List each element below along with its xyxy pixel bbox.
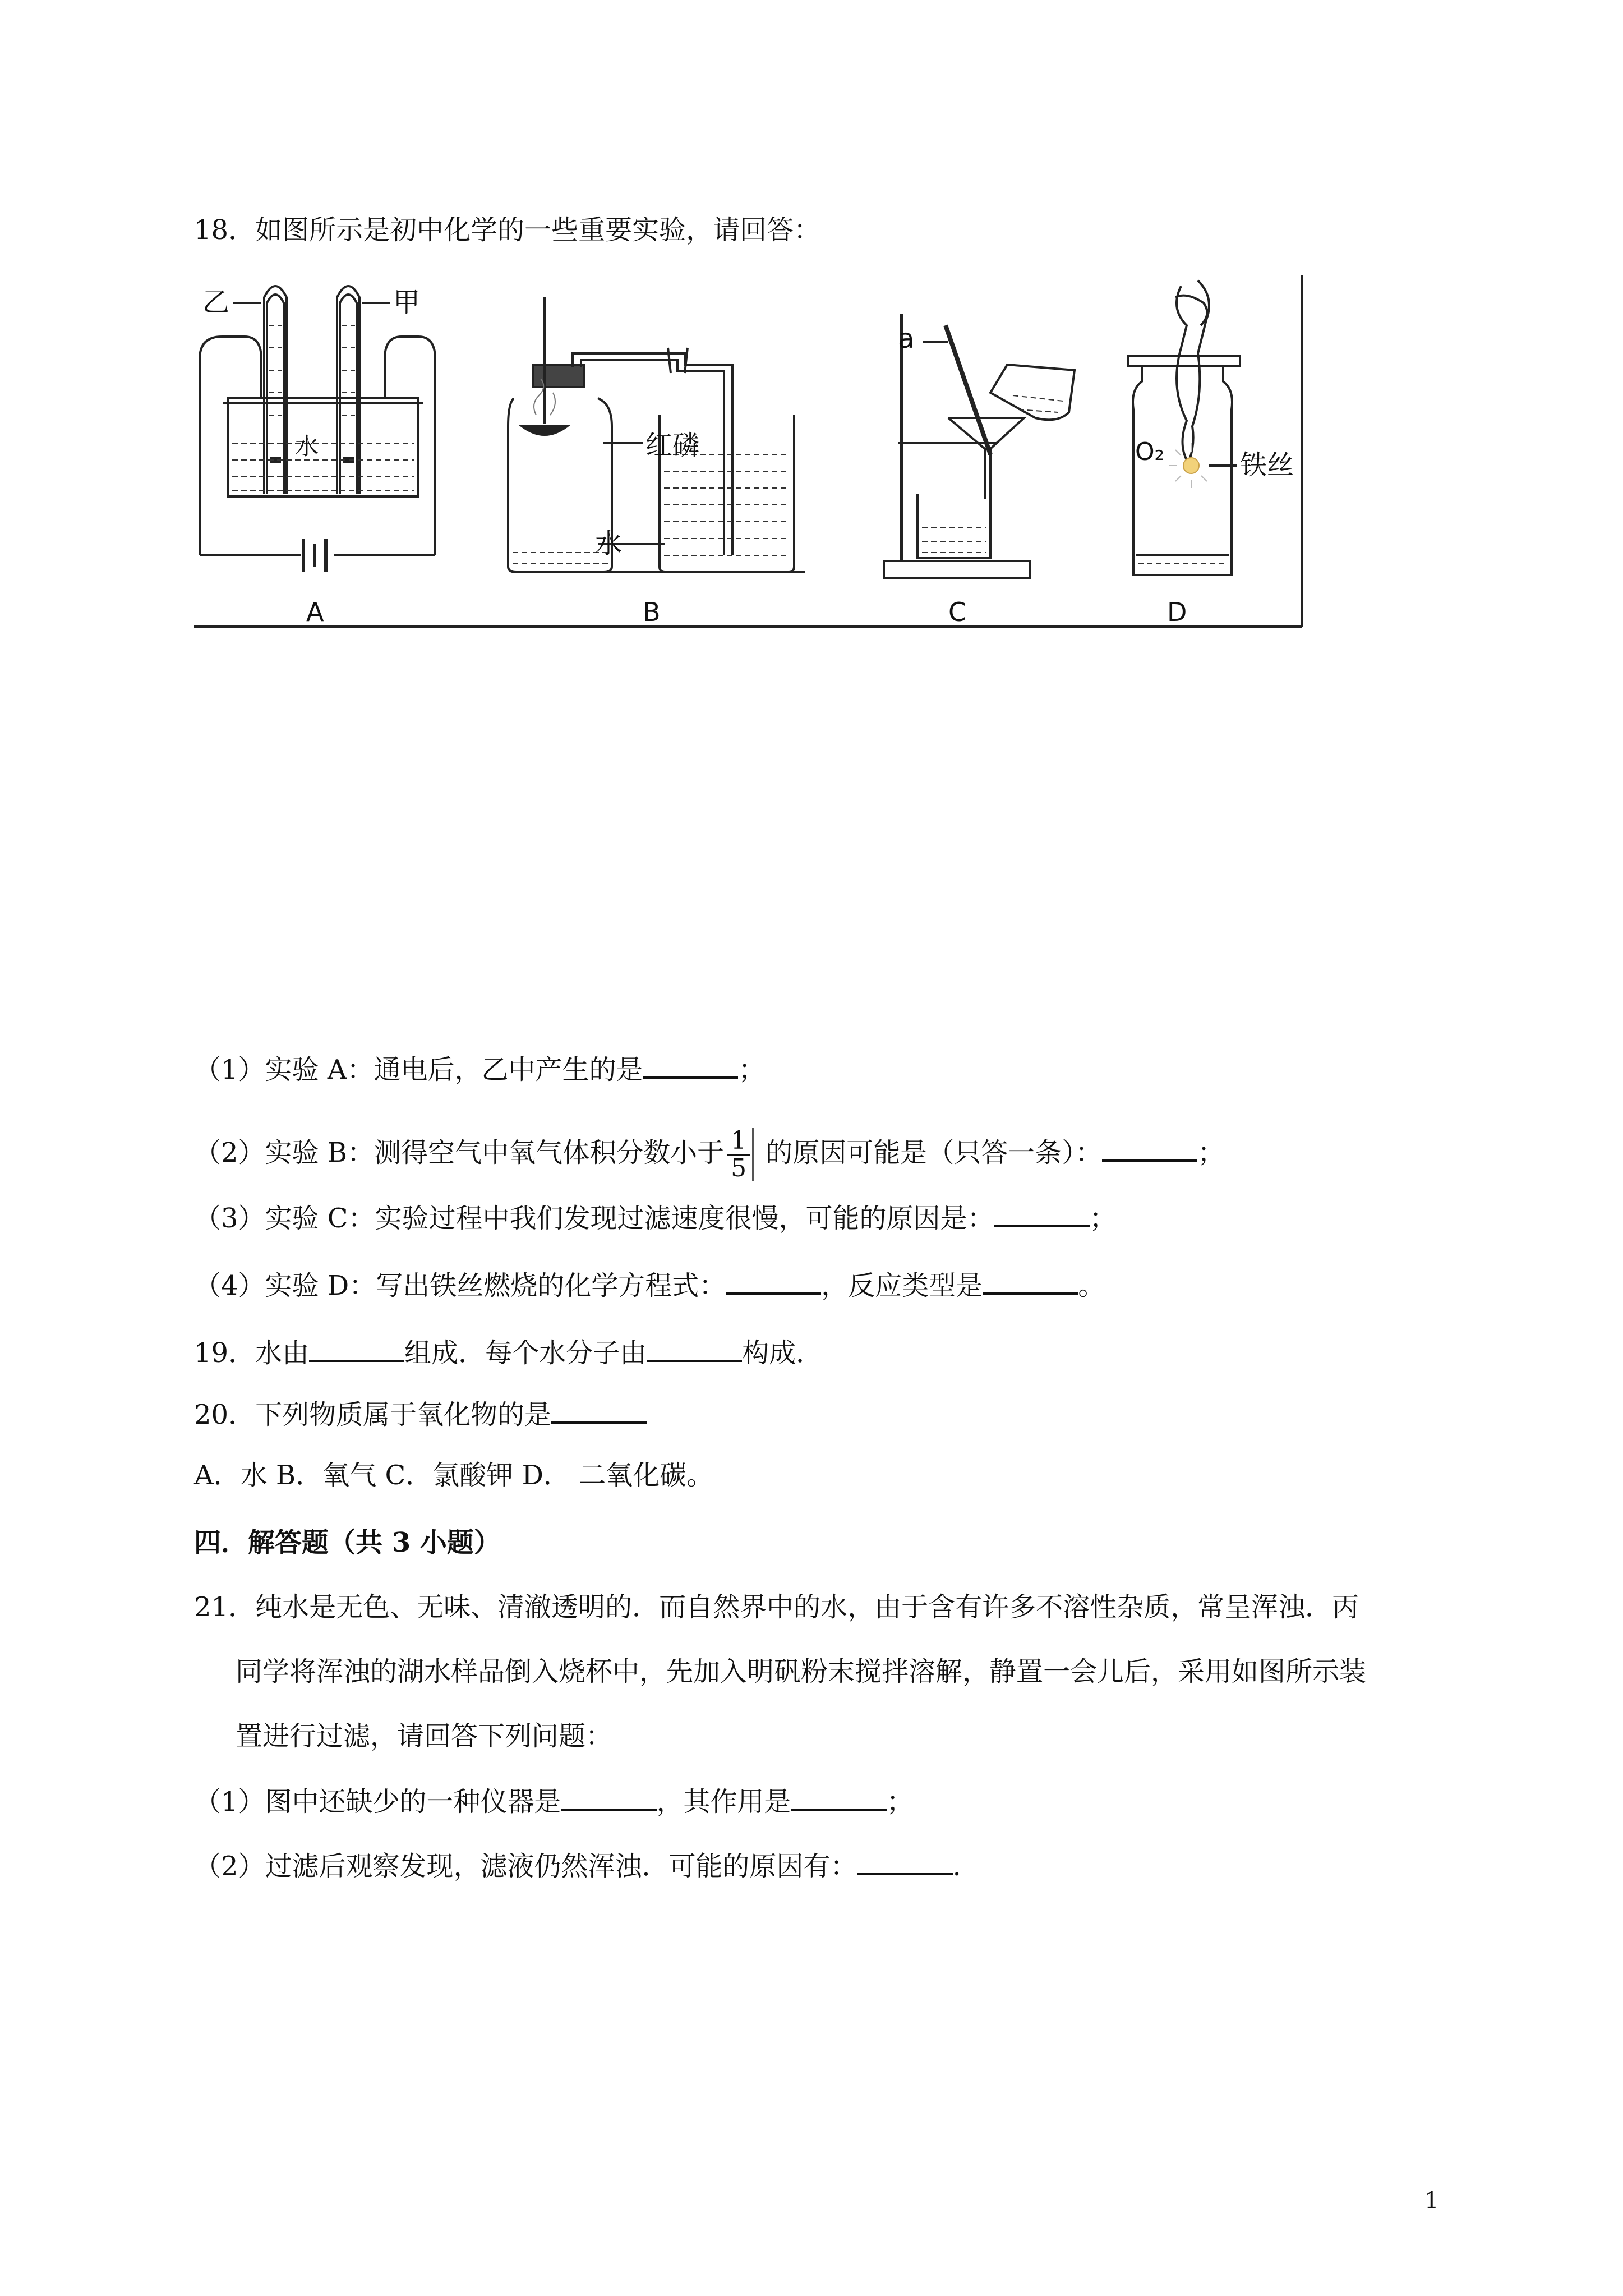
label-red-phosphorus: 红磷 bbox=[645, 430, 700, 461]
q18-intro: 18．如图所示是初中化学的一些重要实验，请回答： bbox=[194, 214, 821, 246]
label-a: a bbox=[898, 323, 915, 355]
label-yi: 乙 bbox=[202, 287, 230, 318]
q21-sub2: （2）过滤后观察发现，滤液仍然浑浊．可能的原因有： . bbox=[194, 1848, 961, 1883]
fraction-one-fifth: $\frac{1}{5}$ bbox=[727, 1128, 754, 1181]
label-o2: O₂ bbox=[1135, 438, 1165, 466]
caption-a: A bbox=[306, 597, 324, 627]
q20: 20．下列物质属于氧化物的是 bbox=[194, 1397, 647, 1432]
experiment-figure bbox=[194, 275, 1304, 634]
answer-blank[interactable] bbox=[726, 1268, 821, 1295]
q21-line3: 置进行过滤，请回答下列问题： bbox=[236, 1720, 613, 1752]
q18-sub4: （4）实验 D：写出铁丝燃烧的化学方程式： ，反应类型是 。 bbox=[194, 1268, 1105, 1303]
answer-blank[interactable] bbox=[857, 1848, 953, 1875]
q19: 19．水由 组成．每个水分子由 构成． bbox=[194, 1335, 823, 1370]
answer-blank[interactable] bbox=[647, 1335, 742, 1362]
experiment-diagram bbox=[194, 275, 1304, 634]
caption-b: B bbox=[643, 597, 661, 627]
caption-c: C bbox=[948, 597, 967, 627]
label-iron-wire: 铁丝 bbox=[1240, 449, 1294, 481]
caption-d: D bbox=[1167, 597, 1187, 627]
page-number: 1 bbox=[1424, 2188, 1439, 2214]
answer-blank[interactable] bbox=[994, 1200, 1090, 1227]
q21-line1: 21．纯水是无色、无味、清澈透明的．而自然界中的水，由于含有许多不溶性杂质，常呈浑浊．丙 bbox=[194, 1591, 1359, 1623]
label-water-a: 水 bbox=[295, 432, 319, 460]
q18-sub2: （2）实验 B：测得空气中氧气体积分数小于 $\frac{1}{5}$ 的原因可能是（只答一条）： ； bbox=[194, 1126, 1225, 1182]
apparatus-d bbox=[1128, 280, 1240, 575]
q18-sub3: （3）实验 C：实验过程中我们发现过滤速度很慢，可能的原因是： ； bbox=[194, 1200, 1117, 1235]
q21-line2: 同学将浑浊的湖水样品倒入烧杯中，先加入明矾粉末搅拌溶解，静置一会儿后，采用如图所示装 bbox=[236, 1656, 1367, 1687]
section-title: 四．解答题（共 3 小题） bbox=[194, 1527, 501, 1558]
label-water-b: 水 bbox=[595, 528, 623, 559]
answer-blank[interactable] bbox=[1102, 1135, 1197, 1162]
answer-blank[interactable] bbox=[551, 1397, 647, 1424]
answer-blank[interactable] bbox=[983, 1268, 1078, 1295]
q20-options: A．水 B．氧气 C．氯酸钾 D． 二氧化碳。 bbox=[194, 1460, 714, 1491]
answer-blank[interactable] bbox=[643, 1052, 738, 1079]
apparatus-a bbox=[200, 286, 435, 572]
q18-sub1: （1）实验 A：通电后，乙中产生的是 ； bbox=[194, 1052, 765, 1087]
answer-blank[interactable] bbox=[561, 1784, 657, 1811]
answer-blank[interactable] bbox=[309, 1335, 404, 1362]
q21-sub1: （1）图中还缺少的一种仪器是 ，其作用是 ； bbox=[194, 1784, 914, 1819]
label-jia: 甲 bbox=[393, 287, 421, 318]
answer-blank[interactable] bbox=[791, 1784, 887, 1811]
